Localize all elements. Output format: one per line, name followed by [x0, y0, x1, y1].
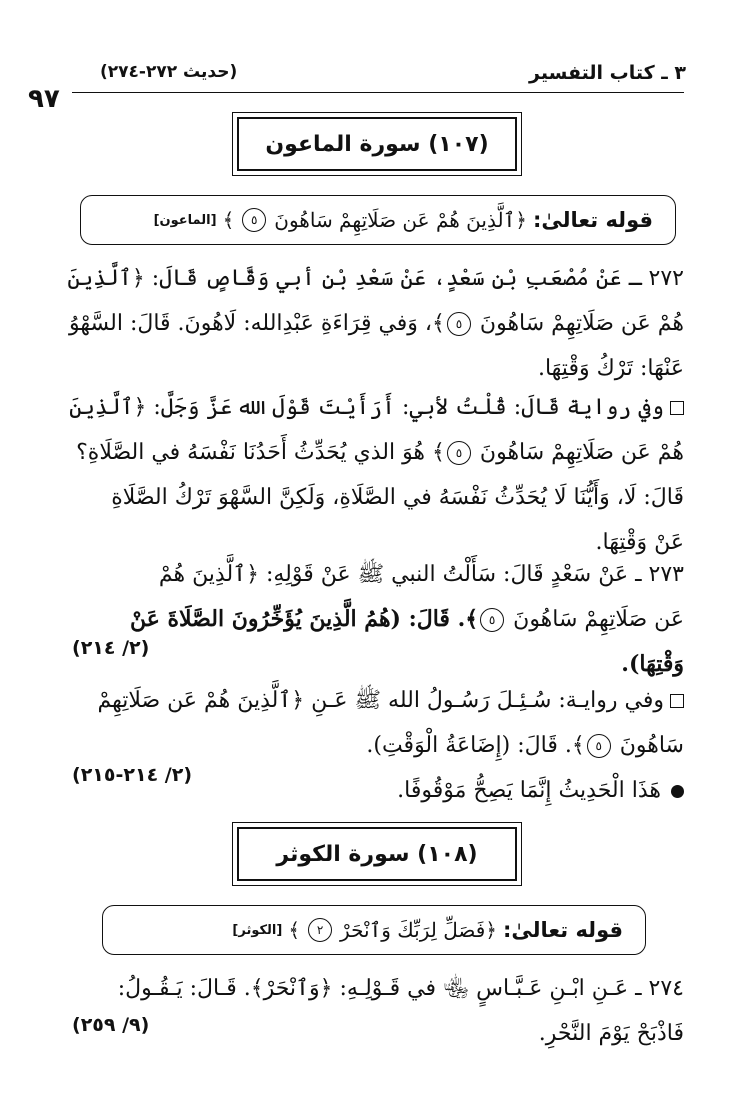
verse-box [80, 195, 676, 245]
quran-quote: هُمْ عَن صَلَاتِهِمْ سَاهُونَ [479, 440, 684, 465]
hadith-line [72, 678, 684, 723]
hadith-272 [67, 256, 684, 391]
hadith-line [72, 430, 684, 475]
hadith-line: عَنْ وَقْتِهَا. [595, 530, 684, 555]
riwaya-273 [72, 678, 684, 813]
quran-quote: هُمْ عَن صَلَاتِهِمْ سَاهُونَ [479, 311, 684, 336]
hadith-range: (حديث ٢٧٢-٢٧٤) [100, 62, 238, 82]
hadith-text: وفي روايـة: سُـئِـلَ رَسُـولُ الله ﷺ عَـنِ ﴿ٱلَّذِينَ هُمْ عَن صَلَاتِهِمْ [97, 688, 664, 713]
reference: (٢/ ٢١٤-٢١٥) [72, 764, 193, 786]
hadith-text: ﴾، وَفي قِرَاءَةِ عَبْدِالله: لَاهُونَ. قَالَ: السَّهْوُ [69, 311, 445, 336]
page-number: ٩٧ [28, 84, 60, 114]
surah-title: (١٠٨) سورة الكوثر [237, 827, 517, 881]
hadith-line: ٢٧٤ ـ عَـنِ ابْـنِ عَـبَّـاسٍ ﵄ في قَـوْلِـهِ: ﴿وَٱنْحَرْ﴾. قَـالَ: يَـقُـولُ: [117, 976, 684, 1001]
hadith-line [72, 723, 684, 768]
quran-quote: عَن صَلَاتِهِمْ سَاهُونَ [513, 607, 684, 632]
ayah-number-mark: ٥ [242, 208, 266, 232]
ayah-number-mark: ٥ [447, 441, 471, 465]
square-bullet-icon [670, 694, 684, 708]
surah-title-box [232, 112, 522, 176]
ayah-number-mark: ٥ [587, 734, 611, 758]
reference: (٢/ ٢١٤) [72, 637, 150, 659]
round-bullet-icon [671, 785, 684, 798]
verse-text: ﴿ٱلَّذِينَ هُمْ عَن صَلَاتِهِمْ سَاهُونَ [274, 208, 527, 232]
hadith-line: فَاذْبَحْ يَوْمَ النَّحْرِ. [538, 1021, 684, 1046]
ayah-number-mark: ٥ [447, 312, 471, 336]
verse-source: [الكوثر] [232, 922, 283, 938]
reference: (٩/ ٢٥٩) [72, 1014, 150, 1036]
hadith-273 [72, 552, 684, 687]
quran-quote: سَاهُونَ [619, 733, 684, 758]
ayah-number-mark: ٢ [308, 918, 332, 942]
verse-label: قوله تعالىٰ: [502, 918, 623, 942]
header-rule [72, 92, 684, 93]
hadith-274 [72, 966, 684, 1056]
hadith-line [69, 385, 684, 430]
book-title: ٣ ـ كتاب التفسير [529, 62, 686, 84]
verse-source: [الماعون] [153, 212, 217, 228]
hadith-text: ﴾ هُوَ الذي يُحَدِّثُ أَحَدُنَا نَفْسَهُ في الصَّلَاةِ؟ [76, 440, 445, 465]
verse-text: ﴿فَصَلِّ لِرَبِّكَ وَٱنْحَرْ [340, 918, 497, 942]
riwaya-272 [69, 385, 684, 565]
hadith-line [72, 597, 684, 642]
grading-note: هَذَا الْحَدِيثُ إِنَّمَا يَصِحُّ مَوْقُوفًا. [397, 778, 661, 803]
hadith-line: ٢٧٣ ـ عَنْ سَعْدٍ قَالَ: سَأَلْتُ النبي ﷺ عَنْ قَوْلِهِ: ﴿ٱلَّذِينَ هُمْ [158, 562, 684, 587]
verse-close-bracket: ﴾ [288, 918, 301, 942]
hadith-line: قَالَ: لَا، وَأَيُّنَا لَا يُحَدِّثُ نَفْسَهُ في الصَّلَاةِ، وَلَكِنَّ السَّهْوَ تَرْكُ الصَّلَاةِ [111, 485, 684, 510]
square-bullet-icon [670, 401, 684, 415]
hadith-line [69, 301, 684, 346]
surah-title-box [232, 822, 522, 886]
hadith-text: ﴾. قَالَ: (إِضَاعَةُ الْوَقْتِ). [366, 733, 585, 758]
hadith-line: ٢٧٢ ـ عَنْ مُصْعَبِ بْنِ سَعْدٍ، عَنْ سَعْدِ بْنِ أبي وَقَّاصٍ قَالَ: ﴿ٱلَّذِينَ [67, 266, 684, 291]
hadith-line: عَنْهَا: تَرْكُ وَقْتِهَا. [537, 356, 684, 381]
hadith-text: وفي رواية قَالَ: قُلْتُ لأبي: أَرَأَيْتَ قَوْلَ الله عَزَّ وَجَلَّ: ﴿ٱلَّذِينَ [69, 395, 664, 420]
verse-label: قوله تعالىٰ: [532, 208, 653, 232]
hadith-text: ﴾. قَالَ: (هُمُ الَّذِينَ يُؤَخِّرُونَ الصَّلَاةَ عَنْ [130, 606, 479, 632]
verse-close-bracket: ﴾ [222, 208, 235, 232]
verse-box [102, 905, 646, 955]
hadith-line: وَقْتِهَا). [621, 651, 684, 677]
ayah-number-mark: ٥ [480, 608, 504, 632]
surah-title: (١٠٧) سورة الماعون [237, 117, 517, 171]
